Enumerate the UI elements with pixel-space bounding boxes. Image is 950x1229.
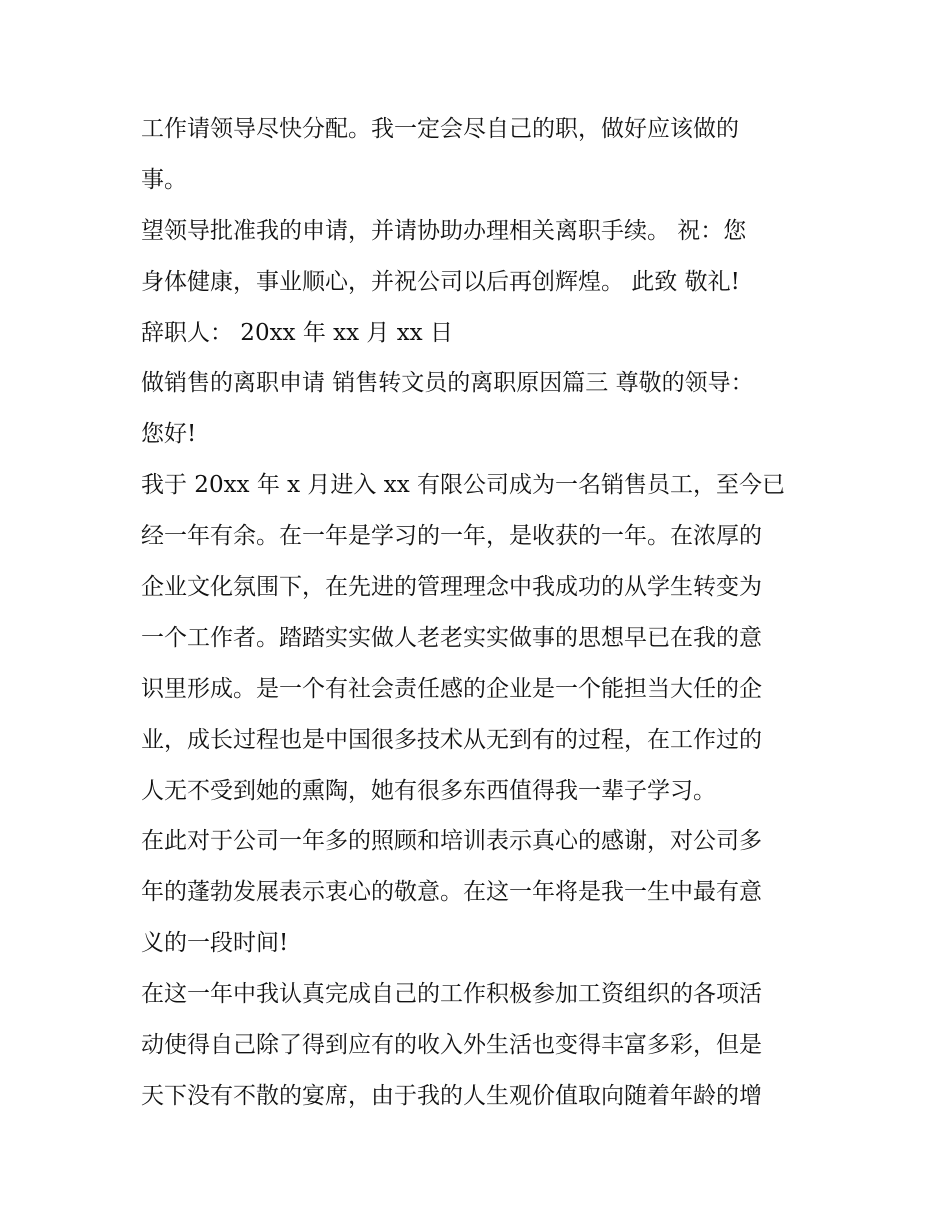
text-line: 天下没有不散的宴席，由于我的人生观价值取向随着年龄的增 bbox=[141, 1082, 762, 1109]
text-line: 在此对于公司一年多的照顾和培训表示真心的感谢，对公司多 bbox=[141, 828, 762, 855]
document-body bbox=[141, 104, 831, 1122]
greeting-line: 您好! bbox=[141, 421, 197, 448]
paragraph-work-assignment bbox=[141, 104, 831, 206]
text-line: 望领导批准我的申请，并请协助办理相关离职手续。 祝：您 bbox=[141, 217, 747, 244]
text-line: 在这一年中我认真完成自己的工作积极参加工资组织的各项活 bbox=[141, 981, 762, 1008]
text-line: 年的蓬勃发展表示衷心的敬意。在这一年将是我一生中最有意 bbox=[141, 879, 762, 906]
paragraph-gratitude bbox=[141, 816, 831, 969]
text-line: 我于 20xx 年 x 月进入 xx 有限公司成为一名销售员工，至今已 bbox=[141, 472, 785, 499]
text-line: 人无不受到她的熏陶，她有很多东西值得我一辈子学习。 bbox=[141, 777, 716, 804]
section-heading-line: 做销售的离职申请 销售转文员的离职原因篇三 尊敬的领导： bbox=[141, 370, 754, 397]
text-line: 企业文化氛围下，在先进的管理理念中我成功的从学生转变为 bbox=[141, 574, 762, 601]
text-line: 事。 bbox=[141, 166, 187, 193]
paragraph-signature bbox=[141, 308, 831, 359]
text-line: 经一年有余。在一年是学习的一年，是收获的一年。在浓厚的 bbox=[141, 523, 762, 550]
text-line: 业，成长过程也是中国很多技术从无到有的过程，在工作过的 bbox=[141, 726, 762, 753]
text-line: 义的一段时间! bbox=[141, 930, 289, 957]
text-line: 一个工作者。踏踏实实做人老老实实做事的思想早已在我的意 bbox=[141, 624, 762, 651]
text-line: 识里形成。是一个有社会责任感的企业是一个能担当大任的企 bbox=[141, 675, 762, 702]
paragraph-approval-request bbox=[141, 206, 831, 308]
signature-line: 辞职人： 20xx 年 xx 月 xx 日 bbox=[141, 319, 453, 346]
paragraph-reasons bbox=[141, 969, 831, 1122]
text-line: 身体健康，事业顺心，并祝公司以后再创辉煌。 此致 敬礼! bbox=[141, 268, 740, 295]
paragraph-section-heading bbox=[141, 358, 831, 460]
paragraph-experience bbox=[141, 460, 831, 816]
text-line: 动使得自己除了得到应有的收入外生活也变得丰富多彩，但是 bbox=[141, 1032, 762, 1059]
text-line: 工作请领导尽快分配。我一定会尽自己的职，做好应该做的 bbox=[141, 116, 739, 142]
